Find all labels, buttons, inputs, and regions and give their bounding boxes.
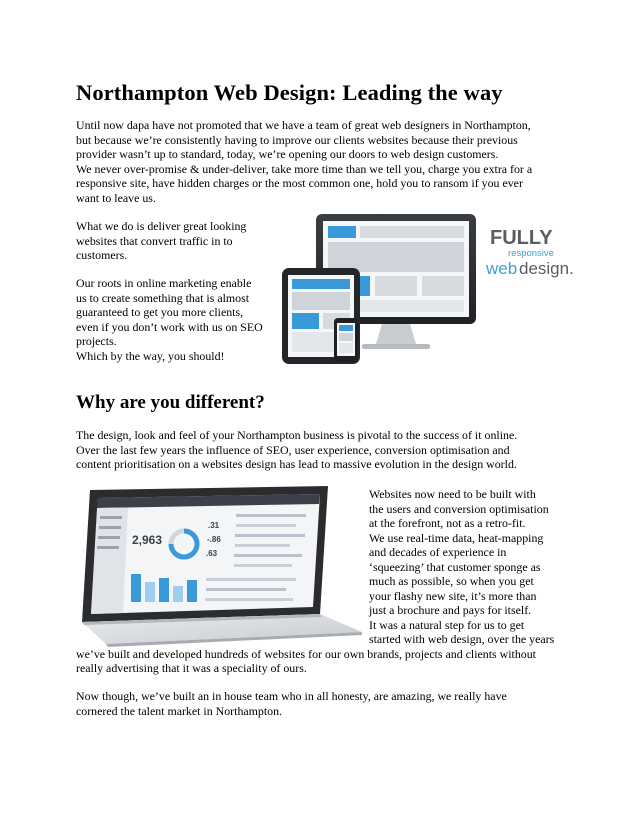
fully-responsive-logo <box>485 227 574 278</box>
text-line: just a brochure and pays for itself. <box>369 603 532 617</box>
text-line: ‘squeezing’ that customer sponge as <box>369 559 541 574</box>
page-title: Northampton Web Design: Leading the way <box>76 80 503 105</box>
text-line: but because we’re consistently having to improve our clients websites because their previous <box>76 132 518 147</box>
text-line: your flashy new site, it’s more than <box>369 588 537 603</box>
text-line: Which by the way, you should! <box>76 348 225 363</box>
text-line: much as possible, so when you get <box>369 574 534 588</box>
text-line: Until now dapa have not promoted that we have a team of great web designers in Northampton, <box>76 118 531 132</box>
text-line: Websites now need to be built with <box>369 487 536 501</box>
text-line: It was a natural step for us to get <box>369 617 525 632</box>
text-line: cornered the talent market in Northampton. <box>76 703 283 718</box>
text-line: us to create something that is almost <box>76 290 250 305</box>
text-line: What we do is deliver great looking <box>76 219 247 233</box>
text-line: We use real-time data, heat-mapping <box>369 530 544 545</box>
phone-device <box>334 318 358 362</box>
text-line: started with web design, over the years <box>369 632 555 646</box>
laptop-dashboard-image <box>76 482 366 647</box>
logo-web-text: web <box>486 259 518 278</box>
devices-illustration <box>278 212 574 372</box>
text-line: We never over-promise & under-deliver, take more time than we tell you, charge you extra for a <box>76 161 533 176</box>
text-line: responsive site, have hidden charges or the most common one, hold you to ransom if you ever <box>76 176 523 190</box>
section-heading: Why are you different? <box>76 392 265 413</box>
text-line: Our roots in online marketing enable <box>76 276 252 290</box>
text-line: guaranteed to get you more clients, <box>76 305 244 319</box>
dashboard-stat: 2,963 <box>132 533 163 547</box>
logo-responsive-text: responsive <box>508 248 554 259</box>
responsive-devices-image <box>278 212 574 372</box>
text-line: really advertising that it was a speciality of ours. <box>76 661 307 675</box>
text-line: the users and conversion optimisation <box>369 501 549 516</box>
dashboard-small-stat: -.86 <box>207 535 221 544</box>
text-line: at the forefront, not as a retro-fit. <box>369 516 526 530</box>
text-line: The design, look and feel of your Northampton business is pivotal to the success of it online. <box>76 428 518 442</box>
text-line: websites that convert traffic in to <box>76 233 233 248</box>
logo-fully-text: FULLY <box>490 227 553 249</box>
text-line: Over the last few years the influence of SEO, user experience, conversion optimisation and <box>76 442 510 457</box>
text-line: Now though, we’ve built an in house team who in all honesty, are amazing, we really have <box>76 689 507 703</box>
text-line: content prioritisation on a websites design has lead to massive evolution in the design world. <box>76 457 517 471</box>
text-line: even if you don’t work with us on SEO <box>76 319 263 334</box>
dashboard-small-stat: .31 <box>208 521 220 530</box>
dashboard-small-stat: .63 <box>206 549 218 558</box>
text-line: we’ve built and developed hundreds of websites for our own brands, projects and clients without <box>76 646 536 661</box>
text-line: provider wasn’t up to standard, today, we’re opening our doors to web design customers. <box>76 147 499 161</box>
laptop-illustration <box>76 482 366 647</box>
text-line: and decades of experience in <box>369 545 507 559</box>
text-line: want to leave us. <box>76 190 156 205</box>
text-line: projects. <box>76 334 117 348</box>
text-line: customers. <box>76 248 128 262</box>
logo-design-text: design. <box>519 259 574 278</box>
